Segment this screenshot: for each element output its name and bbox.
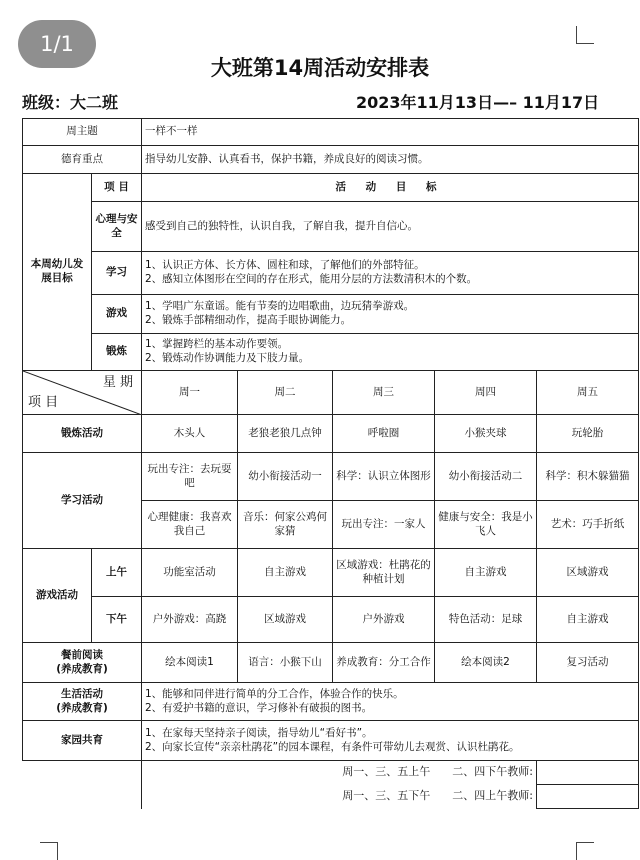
corner-bottom-label: 项 目 bbox=[28, 394, 59, 410]
life-row bbox=[23, 683, 639, 721]
reading-label-line: 餐前阅读 bbox=[61, 648, 103, 661]
goal-row bbox=[23, 202, 639, 252]
life-line: 2、有爱护书籍的意识，学习修补有破损的图书。 bbox=[145, 701, 373, 714]
date-range: 2023年11月13日—– 11月17日 bbox=[356, 93, 600, 112]
life-label bbox=[23, 683, 142, 721]
reading-row bbox=[23, 643, 639, 683]
teacher-row bbox=[23, 761, 639, 785]
theme-value: 一样不一样 bbox=[142, 119, 639, 146]
learning-cell: 健康与安全：我是小飞人 bbox=[435, 501, 537, 549]
learning-row bbox=[23, 453, 639, 501]
learning-cell: 科学：积木躲猫猫 bbox=[537, 453, 639, 501]
page-indicator[interactable]: 1/1 bbox=[18, 20, 96, 68]
crop-mark-bottom-right bbox=[576, 842, 594, 860]
goals-header-row bbox=[23, 174, 639, 202]
exercise-label: 锻炼活动 bbox=[23, 415, 142, 453]
goal-item: 游戏 bbox=[92, 295, 142, 334]
reading-cell: 绘本阅读2 bbox=[435, 643, 537, 683]
learning-cell: 幼小衔接活动一 bbox=[238, 453, 333, 501]
goals-col-goal: 活 动 目 标 bbox=[142, 174, 639, 202]
goal-row bbox=[23, 295, 639, 334]
day-header: 周五 bbox=[537, 371, 639, 415]
moral-value: 指导幼儿安静、认真看书，保护书籍，养成良好的阅读习惯。 bbox=[142, 146, 639, 174]
exercise-cell: 木头人 bbox=[142, 415, 238, 453]
goal-line: 1、认识正方体、长方体、圆柱和球，了解他们的外部特征。 bbox=[145, 259, 425, 272]
goal-text bbox=[142, 295, 639, 334]
day-header: 周一 bbox=[142, 371, 238, 415]
corner-top-label: 星 期 bbox=[102, 375, 133, 390]
reading-cell: 绘本阅读1 bbox=[142, 643, 238, 683]
day-header: 周三 bbox=[333, 371, 435, 415]
day-header: 周四 bbox=[435, 371, 537, 415]
games-pm-label: 下午 bbox=[92, 597, 142, 643]
goal-line: 感受到自己的独特性，认识自我，了解自我，提升自信心。 bbox=[145, 219, 418, 232]
goal-line: 2、锻炼动作协调能力及下肢力量。 bbox=[145, 352, 310, 364]
learning-cell: 玩出专注：去玩耍吧 bbox=[142, 453, 238, 501]
games-am-cell: 区域游戏：杜鹃花的种植计划 bbox=[333, 549, 435, 597]
learning-label: 学习活动 bbox=[23, 453, 142, 549]
home-line: 2、向家长宣传“亲亲杜鹃花”的园本课程，有条件可带幼儿去观赏、认识杜鹃花。 bbox=[145, 740, 520, 753]
games-am-cell: 自主游戏 bbox=[238, 549, 333, 597]
exercise-cell: 呼啦圈 bbox=[333, 415, 435, 453]
life-label-line: 生活活动 bbox=[61, 687, 103, 700]
goal-text bbox=[142, 334, 639, 371]
day-header-row bbox=[23, 371, 639, 415]
home-label: 家园共育 bbox=[23, 721, 142, 761]
goal-row bbox=[23, 252, 639, 295]
moral-label: 德育重点 bbox=[23, 146, 142, 174]
goal-text bbox=[142, 202, 639, 252]
games-am-cell: 自主游戏 bbox=[435, 549, 537, 597]
moral-row bbox=[23, 146, 639, 174]
games-pm-cell: 区域游戏 bbox=[238, 597, 333, 643]
crop-mark-bottom-left bbox=[40, 842, 58, 860]
document-title: 大班第14周活动安排表 bbox=[210, 56, 430, 80]
learning-cell: 玩出专注：一家人 bbox=[333, 501, 435, 549]
goal-row bbox=[23, 334, 639, 371]
games-am-row bbox=[23, 549, 639, 597]
learning-cell: 科学：认识立体图形 bbox=[333, 453, 435, 501]
teacher-spacer bbox=[23, 761, 142, 785]
learning-cell: 幼小衔接活动二 bbox=[435, 453, 537, 501]
exercise-cell: 玩轮胎 bbox=[537, 415, 639, 453]
crop-mark-top-right bbox=[576, 26, 594, 44]
teacher-row bbox=[23, 785, 639, 809]
theme-row bbox=[23, 119, 639, 146]
goal-line: 1、掌握跨栏的基本动作要领。 bbox=[145, 338, 289, 351]
corner-header bbox=[23, 371, 142, 415]
day-header: 周二 bbox=[238, 371, 333, 415]
games-am-cell: 区域游戏 bbox=[537, 549, 639, 597]
schedule-table bbox=[22, 118, 639, 809]
goal-line: 2、感知立体图形在空间的存在形式，能用分层的方法数清积木的个数。 bbox=[145, 273, 478, 285]
home-row bbox=[23, 721, 639, 761]
theme-label: 周主题 bbox=[23, 119, 142, 146]
life-text bbox=[142, 683, 639, 721]
life-line: 1、能够和同伴进行简单的分工合作，体验合作的快乐。 bbox=[145, 687, 404, 700]
goal-text bbox=[142, 252, 639, 295]
reading-label-line: (养成教育) bbox=[56, 662, 108, 675]
games-label: 游戏活动 bbox=[23, 549, 92, 643]
goals-group-label: 本周幼儿发展目标 bbox=[23, 174, 92, 371]
teacher-line: 周一、三、五上午 二、四下午教师: bbox=[142, 761, 537, 785]
reading-cell: 复习活动 bbox=[537, 643, 639, 683]
exercise-cell: 小猴夹球 bbox=[435, 415, 537, 453]
teacher-name-field[interactable] bbox=[537, 785, 639, 809]
goal-line: 2、锻炼手部精细动作，提高手眼协调能力。 bbox=[145, 314, 352, 326]
reading-label bbox=[23, 643, 142, 683]
teacher-line: 周一、三、五下午 二、四上午教师: bbox=[142, 785, 537, 809]
games-pm-cell: 特色活动：足球 bbox=[435, 597, 537, 643]
teacher-spacer bbox=[23, 785, 142, 809]
goal-line: 1、学唱广东童谣。能有节奏的边唱歌曲，边玩猜拳游戏。 bbox=[145, 300, 415, 313]
goal-item: 学习 bbox=[92, 252, 142, 295]
teacher-name-field[interactable] bbox=[537, 761, 639, 785]
home-line: 1、在家每天坚持亲子阅读，指导幼儿“看好书”。 bbox=[145, 726, 373, 739]
learning-cell: 艺术：巧手折纸 bbox=[537, 501, 639, 549]
goals-col-item: 项 目 bbox=[92, 174, 142, 202]
goal-item: 锻炼 bbox=[92, 334, 142, 371]
life-label-line: (养成教育) bbox=[56, 701, 108, 714]
reading-cell: 养成教育：分工合作 bbox=[333, 643, 435, 683]
games-am-label: 上午 bbox=[92, 549, 142, 597]
goal-item: 心理与安全 bbox=[92, 202, 142, 252]
reading-cell: 语言：小猴下山 bbox=[238, 643, 333, 683]
games-pm-cell: 户外游戏：高跷 bbox=[142, 597, 238, 643]
games-pm-cell: 户外游戏 bbox=[333, 597, 435, 643]
learning-cell: 心理健康：我喜欢我自己 bbox=[142, 501, 238, 549]
exercise-row bbox=[23, 415, 639, 453]
exercise-cell: 老狼老狼几点钟 bbox=[238, 415, 333, 453]
games-pm-row bbox=[23, 597, 639, 643]
games-pm-cell: 自主游戏 bbox=[537, 597, 639, 643]
home-text bbox=[142, 721, 639, 761]
learning-cell: 音乐：何家公鸡何家猜 bbox=[238, 501, 333, 549]
games-am-cell: 功能室活动 bbox=[142, 549, 238, 597]
class-label: 班级：大二班 bbox=[22, 93, 119, 112]
